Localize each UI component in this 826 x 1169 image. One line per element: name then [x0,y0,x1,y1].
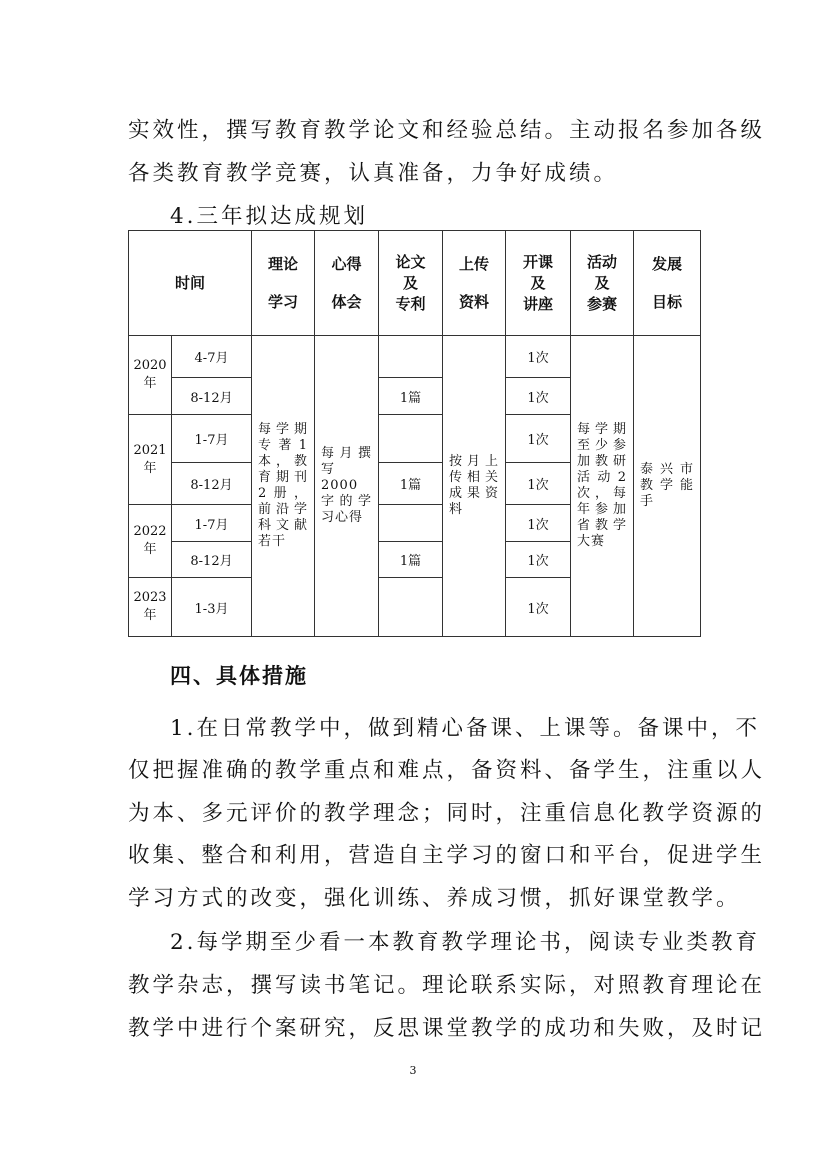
paragraph-1-line-5: 学习方式的改变，强化训练、养成习惯，抓好课堂教学。 [128,886,741,911]
lecture-cell: 1次 [506,378,571,415]
header-insight: 心得 体会 [315,231,379,336]
plan-table [128,230,701,637]
plan-title: 4.三年拟达成规划 [170,204,369,229]
period-cell: 4-7月 [172,336,252,378]
header-row [129,231,701,336]
paper-cell: 1篇 [379,463,443,505]
header-upload: 上传 资料 [443,231,506,336]
paper-cell [379,578,443,637]
paper-cell [379,415,443,463]
header-activity: 活动 及 参赛 [571,231,634,336]
paragraph-1-line-3: 为本、多元评价的教学理念；同时，注重信息化教学资源的 [128,801,766,826]
paper-cell [379,336,443,378]
intro-line-2: 各类教育教学竞赛，认真准备，力争好成绩。 [128,161,619,186]
year-cell: 2020 年 [129,336,172,415]
year-cell: 2023 年 [129,578,172,637]
lecture-cell: 1次 [506,505,571,542]
period-cell: 8-12月 [172,542,252,578]
paragraph-2-line-1: 2.每学期至少看一本教育教学理论书，阅读专业类教育 [170,930,761,955]
lecture-cell: 1次 [506,463,571,505]
page-number: 3 [409,1064,417,1077]
header-time: 时间 [129,231,252,336]
year-cell: 2022 年 [129,505,172,578]
header-theory: 理论 学习 [252,231,315,336]
section-heading: 四、具体措施 [170,664,308,688]
paragraph-1-line-2: 仅把握准确的教学重点和难点，备资料、备学生，注重以人 [128,758,766,783]
paper-cell: 1篇 [379,378,443,415]
period-cell: 1-7月 [172,505,252,542]
table-row [129,336,701,378]
header-goal: 发展 目标 [634,231,701,336]
theory-cell: 每学期专著1本，教育期刊2册，前沿学科文献若干 [252,336,315,637]
paragraph-1-line-1: 1.在日常教学中，做到精心备课、上课等。备课中，不 [170,716,761,741]
period-cell: 1-7月 [172,415,252,463]
paragraph-2-line-3: 教学中进行个案研究，反思课堂教学的成功和失败，及时记 [128,1016,766,1041]
paragraph-1-line-4: 收集、整合和利用，营造自主学习的窗口和平台，促进学生 [128,843,766,868]
header-paper: 论文 及 专利 [379,231,443,336]
insight-cell: 每月撰写2000字的学习心得 [315,336,379,637]
paper-cell [379,505,443,542]
upload-cell: 按月上传相关成果资料 [443,336,506,637]
period-cell: 8-12月 [172,378,252,415]
intro-line-1: 实效性，撰写教育教学论文和经验总结。主动报名参加各级 [128,118,766,143]
year-cell: 2021 年 [129,415,172,505]
lecture-cell: 1次 [506,542,571,578]
paragraph-2-line-2: 教学杂志，撰写读书笔记。理论联系实际，对照教育理论在 [128,973,766,998]
activity-cell: 每学期至少参加教研活动2次，每年参加省教学大赛 [571,336,634,637]
lecture-cell: 1次 [506,578,571,637]
header-lecture: 开课 及 讲座 [506,231,571,336]
lecture-cell: 1次 [506,415,571,463]
period-cell: 1-3月 [172,578,252,637]
lecture-cell: 1次 [506,336,571,378]
period-cell: 8-12月 [172,463,252,505]
paper-cell: 1篇 [379,542,443,578]
goal-cell: 泰兴市教学能手 [634,336,701,637]
